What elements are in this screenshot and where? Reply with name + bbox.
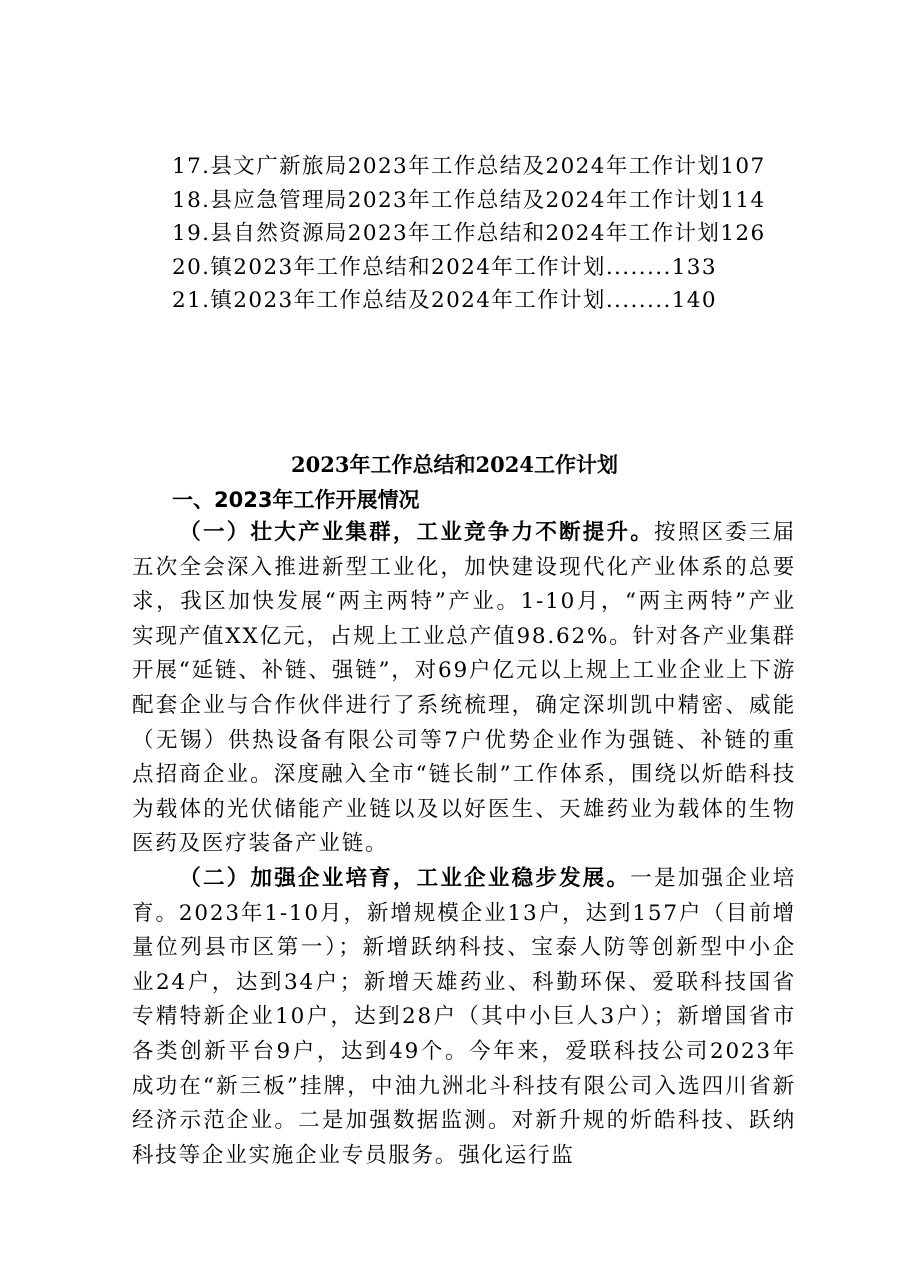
table-of-contents <box>172 150 812 318</box>
paragraph-text: 按照区委三届五次全会深入推进新型工业化，加快建设现代化产业体系的总要求，我区加快发展“两主两特”产业。1-10月，“两主两特”产业实现产值XX亿元，占规上工业总产值98.62%。针对各产业集群开展“延链、补链、强链”，对69户亿元以上规上工业企业上下游配套企业与合作伙伴进行了系统梳理，确定深圳凯中精密、威能（无锡）供热设备有限公司等7户优势企业作为强链、补链的重点招商企业。深度融入全市“链长制”工作体系，围绕以炘皓科技为载体的光伏储能产业链以及以好医生、天雄药业为载体的生物医药及医疗装备产业链。 <box>132 520 796 857</box>
paragraph-lead: （二）加强企业培育，工业企业稳步发展。 <box>179 865 631 891</box>
toc-entry: 21.镇2023年工作总结及2024年工作计划........140 <box>172 288 717 313</box>
section-heading: 一、2023年工作开展情况 <box>172 488 420 512</box>
toc-entry: 20.镇2023年工作总结和2024年工作计划........133 <box>172 254 717 280</box>
document-body <box>132 516 796 1173</box>
toc-entry: 19.县自然资源局2023年工作总结和2024年工作计划126 <box>172 221 766 246</box>
document-title: 2023年工作总结和2024工作计划 <box>291 452 618 477</box>
paragraph-text: 一是加强企业培育。2023年1-10月，新增规模企业13户，达到157户（目前增量位列县市区第一）；新增跃纳科技、宝泰人防等创新型中小企业24户，达到34户；新增天雄药业、科勤环保、爱联科技国省专精特新企业10户，达到28户（其中小巨人3户）；新增国省市各类创新平台9户，达到49个。今年来，爱联科技公司2023年成功在“新三板”挂牌，中油九洲北斗科技有限公司入选四川省新经济示范企业。二是加强数据监测。对新升规的炘皓科技、跃纳科技等企业实施企业专员服务。强化运行监 <box>132 865 796 1168</box>
paragraph <box>132 516 796 862</box>
paragraph <box>132 862 796 1173</box>
toc-entry: 18.县应急管理局2023年工作总结及2024年工作计划114 <box>172 187 766 213</box>
paragraph-lead: （一）壮大产业集群，工业竞争力不断提升。 <box>179 520 654 545</box>
toc-entry: 17.县文广新旅局2023年工作总结及2024年工作计划107 <box>172 154 766 179</box>
